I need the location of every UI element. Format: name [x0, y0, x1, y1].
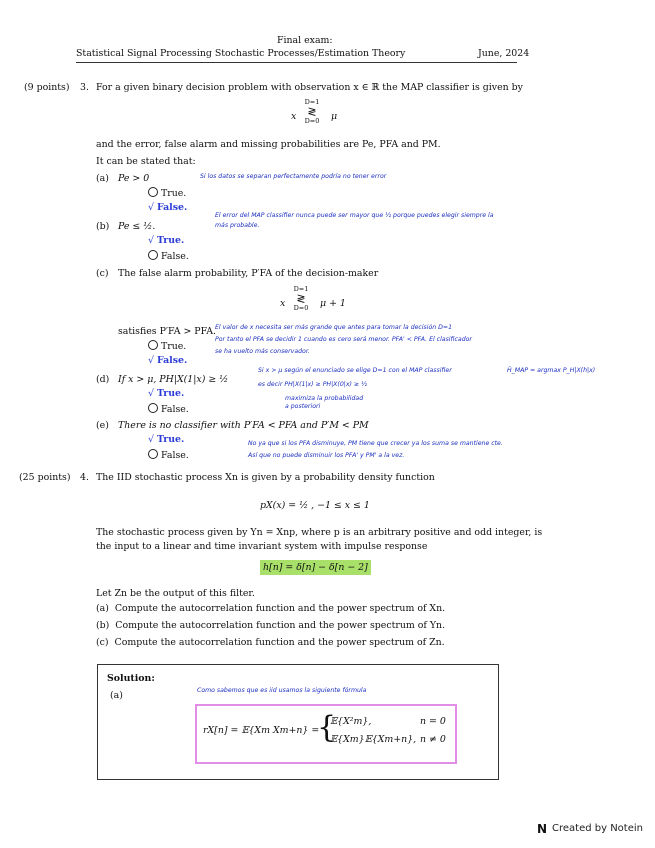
- q3d-handwritten-note-5: Ĥ_MAP = argmax P_H|X(h|x): [507, 367, 596, 374]
- q4-para1: The stochastic process given by Yn = Xnp, where p is an arbitrary positive and odd integer, is: [96, 527, 543, 538]
- q3c-rule-bottom: D=0: [293, 304, 309, 312]
- q3a-option-false[interactable]: √ False.: [148, 202, 188, 213]
- brace-icon: {: [317, 710, 337, 745]
- q3d-option-false[interactable]: False.: [148, 403, 189, 415]
- q3d-option-true[interactable]: √ True.: [148, 388, 185, 399]
- q3-rule-bottom: D=0: [304, 117, 320, 125]
- q3b-handwritten-note-1: El error del MAP classifier nunca puede ser mayor que ½ porque puedes elegir siempre la: [215, 212, 494, 219]
- q3a-option-true[interactable]: True.: [148, 187, 186, 199]
- q3c-handwritten-note-3: se ha vuelto más conservador.: [215, 348, 310, 355]
- q4-intro: The IID stochastic process Xn is given by a probability density function: [96, 472, 435, 483]
- q3e-handwritten-note-1: No ya que si los PFA disminuye, PM tiene que crecer ya los suma se mantiene cte.: [248, 440, 503, 447]
- q3-errors-text: and the error, false alarm and missing probabilities are Pe, PFA and PM.: [96, 139, 441, 150]
- q4-let: Let Zn be the output of this filter.: [96, 588, 255, 599]
- q3c-handwritten-note-2: Por tanto el PFA se decidir 1 cuando es cero será menor. PFA' < PFA. El clasificador: [215, 336, 472, 343]
- q3b-handwritten-note-2: más probable.: [215, 222, 260, 229]
- q3-rule-symbol: ≷: [307, 105, 317, 118]
- q3b-option-false[interactable]: False.: [148, 250, 189, 262]
- q3c-statement: The false alarm probability, P′FA of the decision-maker: [118, 268, 379, 279]
- checkmark-icon: √: [148, 235, 154, 246]
- q3e-label: (e): [96, 420, 109, 431]
- radio-empty-icon: [148, 187, 158, 197]
- q4-item-b: (b) Compute the autocorrelation function and the power spectrum of Yn.: [96, 620, 446, 631]
- checkmark-icon: √: [148, 355, 154, 366]
- solution-lhs: rX[n] = 𝔼{Xm Xm+n} =: [203, 725, 320, 736]
- q3-rule-top: D=1: [304, 98, 320, 106]
- notein-brand: Created by Notein: [552, 823, 643, 834]
- q3a-statement: Pe > 0: [118, 173, 150, 184]
- solution-handwritten-note: Como sabemos que es iid usamos la siguiente fórmula: [197, 687, 367, 694]
- radio-empty-icon: [148, 403, 158, 413]
- radio-empty-icon: [148, 250, 158, 260]
- q3c-rule-var: x: [280, 298, 286, 309]
- q3c-rule-stack: [289, 286, 313, 312]
- solution-cond-1: n = 0: [420, 716, 446, 727]
- q3c-handwritten-note-1: El valor de x necesita ser más grande que antes para tomar la decisión D=1: [215, 324, 453, 331]
- q3d-handwritten-note-3: maximiza la probabilidad: [285, 395, 364, 402]
- header-date: June, 2024: [478, 48, 530, 59]
- q3d-handwritten-note-1: Si x > μ según el enunciado se elige D=1 con el MAP classifier: [258, 367, 452, 374]
- solution-part: (a): [110, 690, 123, 701]
- q3c-rule-top: D=1: [293, 285, 309, 293]
- checkmark-icon: √: [148, 434, 154, 445]
- q4-item-c: (c) Compute the autocorrelation function and the power spectrum of Zn.: [96, 637, 445, 648]
- q3e-option-false[interactable]: False.: [148, 449, 189, 461]
- q3-rule-var: x: [291, 111, 297, 122]
- q3a-handwritten-note: Si los datos se separan perfectamente podría no tener error: [200, 173, 387, 180]
- q3e-handwritten-note-2: Así que no puede disminuir los PFA' y PM' a la vez.: [248, 452, 405, 459]
- q3-number: 3.: [80, 82, 89, 93]
- q3b-label: (b): [96, 221, 110, 232]
- q3-points: (9 points): [24, 82, 70, 93]
- q3-rule-stack: [300, 99, 324, 125]
- checkmark-icon: √: [148, 202, 154, 213]
- checkmark-icon: √: [148, 388, 154, 399]
- q4-points: (25 points): [19, 472, 71, 483]
- q3c-option-true[interactable]: True.: [148, 340, 186, 352]
- q3c-label: (c): [96, 268, 109, 279]
- q3-intro: For a given binary decision problem with observation x ∈ ℝ the MAP classifier is given by: [96, 82, 523, 93]
- solution-title: Solution:: [107, 673, 155, 684]
- q3c-rule-symbol: ≷: [296, 292, 306, 305]
- q3b-option-true[interactable]: √ True.: [148, 235, 185, 246]
- header-course: Statistical Signal Processing Stochastic Processes/Estimation Theory: [76, 48, 406, 59]
- q3c-rule-rhs: μ + 1: [320, 298, 346, 309]
- radio-empty-icon: [148, 449, 158, 459]
- header-title: Final exam:: [277, 35, 333, 46]
- q3d-handwritten-note-4: a posteriori: [285, 403, 321, 410]
- q3d-handwritten-note-2: es decir PH|X(1|x) ≥ PH|X(0|x) ≥ ½: [258, 381, 368, 388]
- q3b-statement: Pe ≤ ½.: [118, 221, 156, 232]
- q3c-option-false[interactable]: √ False.: [148, 355, 188, 366]
- q3d-label: (d): [96, 374, 110, 385]
- solution-case-2: 𝔼{Xm}𝔼{Xm+n},: [330, 734, 417, 745]
- q3-rule-rhs: μ: [331, 111, 338, 122]
- q4-number: 4.: [80, 472, 89, 483]
- radio-empty-icon: [148, 340, 158, 350]
- header-rule: [76, 62, 517, 63]
- solution-cond-2: n ≠ 0: [420, 734, 446, 745]
- q4-item-a: (a) Compute the autocorrelation function and the power spectrum of Xn.: [96, 603, 446, 614]
- q4-pdf: pX(x) = ½ , −1 ≤ x ≤ 1: [260, 500, 370, 511]
- q3a-label: (a): [96, 173, 109, 184]
- q3e-option-true[interactable]: √ True.: [148, 434, 185, 445]
- q3d-statement: If x > μ, PH|X(1|x) ≥ ½: [118, 374, 229, 385]
- q4-impulse-response: h[n] = δ[n] − δ[n − 2]: [260, 560, 371, 575]
- q3e-statement: There is no classifier with P′FA < PFA and P′M < PM: [118, 420, 369, 431]
- solution-case-1: 𝔼{X²m},: [330, 716, 372, 727]
- notein-logo: N: [537, 822, 548, 836]
- q3-stated: It can be stated that:: [96, 156, 196, 167]
- q4-para2: the input to a linear and time invariant system with impulse response: [96, 541, 428, 552]
- q3c-satisfies: satisfies P′FA > PFA.: [118, 326, 217, 337]
